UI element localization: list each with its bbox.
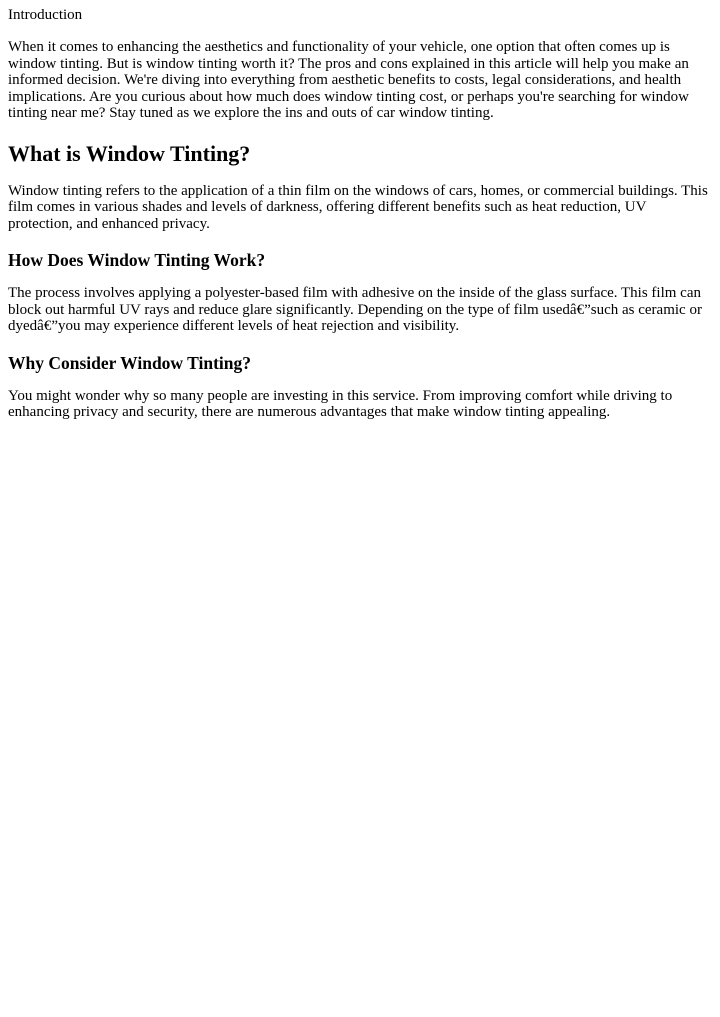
section-heading-what-is-window-tinting: What is Window Tinting? [8, 140, 251, 166]
intro-paragraph: When it comes to enhancing the aesthetics and functionality of your vehicle, one option that often comes up is window tinting. But is window tinting worth it? The pros and cons explained in this article will help you make an informed decision. We're diving into everything from aesthetic benefits to costs, legal considerations, and health implications. Are you curious about how much does window tinting cost, or perhaps you're searching for window tinting near me? Stay tuned as we explore the ins and outs of car window tinting. [8, 39, 689, 121]
section-body-how-does-window-tinting-work: The process involves applying a polyester-based film with adhesive on the inside of the glass surface. This film can block out harmful UV rays and reduce glare significantly. Depending on the type of film usedâ€”such as ceramic or dyedâ€”you may experience different levels of heat rejection and visibility. [8, 285, 702, 334]
section-body-why-consider-window-tinting: You might wonder why so many people are investing in this service. From improving comfort while driving to enhancing privacy and security, there are numerous advantages that make window tinting appealing. [8, 387, 673, 420]
section-body-what-is-window-tinting: Window tinting refers to the application of a thin film on the windows of cars, homes, or commercial buildings. This film comes in various shades and levels of darkness, offering different benefits such as heat reduction, UV protection, and enhanced privacy. [8, 182, 708, 232]
intro-label: Introduction [8, 7, 83, 23]
section-heading-why-consider-window-tinting: Why Consider Window Tinting? [8, 352, 251, 373]
section-heading-how-does-window-tinting-work: How Does Window Tinting Work? [8, 250, 266, 270]
article [0, 0, 720, 421]
